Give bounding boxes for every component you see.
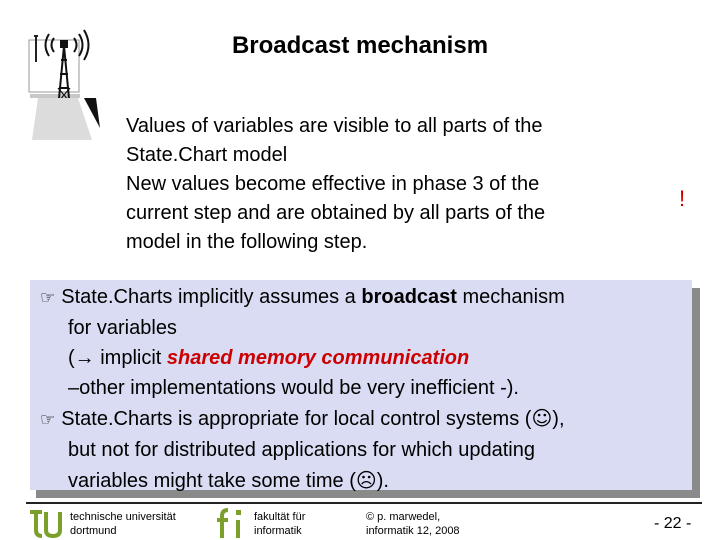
- bullet-text: implicit: [94, 347, 167, 369]
- footer-text: informatik 12, 2008: [366, 525, 460, 537]
- bullet-2-line: [40, 465, 688, 496]
- bullet-2-line: but not for distributed applications for which updating: [68, 439, 535, 461]
- slide-title: Broadcast mechanism: [231, 32, 489, 59]
- intro-line: current step and are obtained by all parts of the: [126, 202, 546, 224]
- intro-line: New values become effective in phase 3 of the: [126, 173, 540, 195]
- smiley-icon: ☺: [531, 406, 553, 430]
- box-text: [40, 282, 688, 496]
- bullet-text: ).: [376, 470, 389, 492]
- intro-text: [126, 112, 646, 257]
- exclamation-mark: !: [679, 186, 686, 211]
- intro-line: Values of variables are visible to all parts of the: [126, 115, 543, 137]
- bullet-1: [40, 282, 688, 313]
- broadcast-tower-icon: [26, 28, 112, 140]
- footer-text: dortmund: [70, 525, 117, 537]
- bullet-1-line: for variables: [68, 317, 177, 339]
- university-label: [70, 510, 176, 538]
- bullet-2: [40, 403, 688, 435]
- footer-text: fakultät für: [254, 511, 306, 523]
- pointing-hand-icon: ☞: [40, 410, 56, 430]
- faculty-label: [254, 510, 305, 538]
- bullet-text: ),: [552, 408, 565, 430]
- bold-term: broadcast: [361, 286, 457, 308]
- pointing-hand-icon: ☞: [40, 288, 56, 308]
- bullet-text: State.Charts implicitly assumes a: [61, 286, 362, 308]
- bullet-text: mechanism: [456, 286, 565, 308]
- footer-text: © p. marwedel,: [366, 511, 441, 523]
- intro-line: State.Chart model: [126, 144, 288, 166]
- copyright-label: [366, 510, 460, 538]
- frowny-icon: ☹: [355, 468, 377, 492]
- intro-line: model in the following step.: [126, 231, 368, 253]
- bullet-text: State.Charts is appropriate for local control systems (: [61, 408, 532, 430]
- bullet-text: variables might take some time (: [68, 470, 356, 492]
- tu-logo-icon: [28, 506, 64, 540]
- emphasis-text: shared memory communication: [166, 347, 470, 369]
- page-number: - 22 -: [654, 515, 692, 532]
- footer-divider: [26, 502, 702, 504]
- footer-text: technische universität: [70, 511, 176, 523]
- paren-open: (: [68, 347, 75, 369]
- bullet-1-line: [40, 343, 688, 373]
- fi-logo-icon: [214, 506, 246, 540]
- arrow-icon: →: [74, 347, 95, 369]
- footer-text: informatik: [254, 525, 302, 537]
- bullet-1-line: –other implementations would be very inefficient -).: [68, 377, 519, 399]
